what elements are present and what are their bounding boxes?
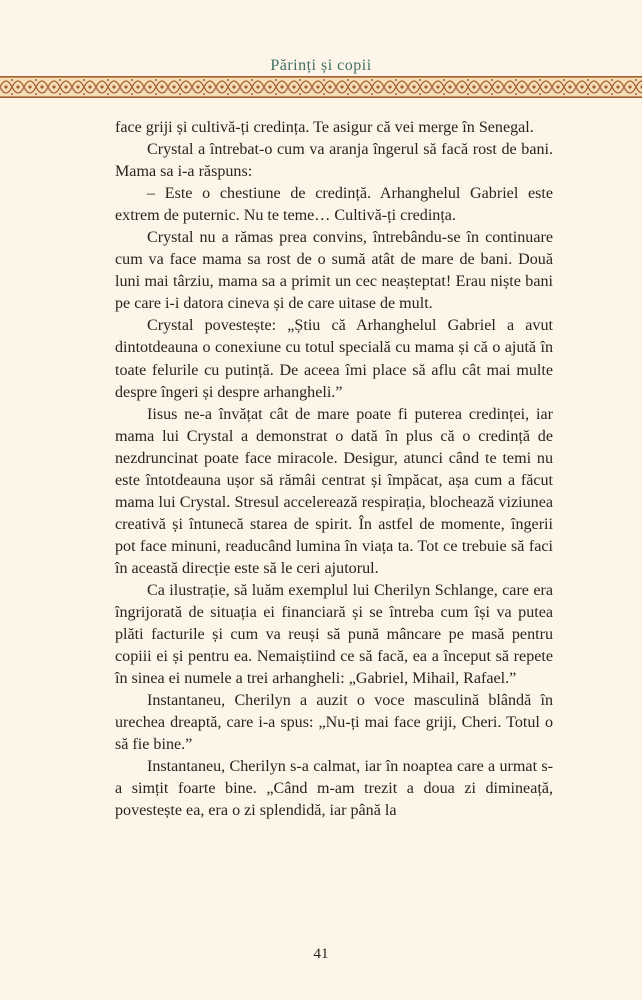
body-text: [115, 117, 553, 823]
paragraph: Instantaneu, Cherilyn a auzit o voce masculină blândă în urechea dreaptă, care i-a spus: „Nu-ți mai face griji, Cheri. Totul o să fie bine.”: [115, 692, 553, 754]
paragraph: Crystal nu a rămas prea convins, întrebându-se în continuare cum va face mama sa rost de o sumă atât de mare de bani. Două luni mai târziu, mama sa a primit un cec neașteptat! Erau niște bani pe care i-i datora cineva și de care uitase de mult.: [115, 229, 553, 313]
paragraph: Crystal a întrebat-o cum va aranja îngerul să facă rost de bani. Mama sa i-a răspuns:: [115, 141, 553, 181]
paragraph: Ca ilustrație, să luăm exemplul lui Cherilyn Schlange, care era îngrijorată de situația ei financiară și se întreba cum își va putea plăti facturile și cum va reuși să pună mâncare pe masă pentru copiii ei și pentru ea. Nemaiștiind ce să facă, ea a început să repete în sinea ei numele a trei arhangheli: „Gabriel, Mihail, Rafael.”: [115, 581, 553, 688]
paragraph: face griji și cultivă-ți credința. Te asigur că vei merge în Senegal.: [115, 119, 534, 136]
ornamental-border: [0, 76, 642, 98]
paragraph: – Este o chestiune de credință. Arhanghelul Gabriel este extrem de puternic. Nu te teme… Cultivă-ți credința.: [115, 185, 553, 225]
paragraph: Instantaneu, Cherilyn s-a calmat, iar în noaptea care a urmat s-a simțit foarte bine. „Când m-am trezit a doua zi dimineață, povestește ea, era o zi splendidă, iar până la: [115, 758, 553, 820]
running-head: Părinți și copii: [270, 57, 372, 74]
paragraph: Crystal povestește: „Știu că Arhanghelul Gabriel a avut dintotdeauna o conexiune cu totul specială cu mama și că o ajută în toate felurile cu putință. De aceea îmi place să aflu cât mai multe despre îngeri și despre arhangheli.”: [115, 317, 553, 401]
paragraph: Iisus ne-a învățat cât de mare poate fi puterea credinței, iar mama lui Crystal a demonstrat o dată în plus că o credință de nezdruncinat poate face miracole. Desigur, atunci când te temi nu este întotdeauna ușor să rămâi centrat și împăcat, așa cum a făcut mama lui Crystal. Stresul accelerează respirația, blochează viziunea creativă și întunecă starea de spirit. În astfel de momente, îngerii pot face minuni, readucând lumina în viața ta. Tot ce trebuie să faci în această direcție este să le ceri ajutorul.: [115, 405, 553, 577]
page-number: 41: [313, 946, 329, 962]
